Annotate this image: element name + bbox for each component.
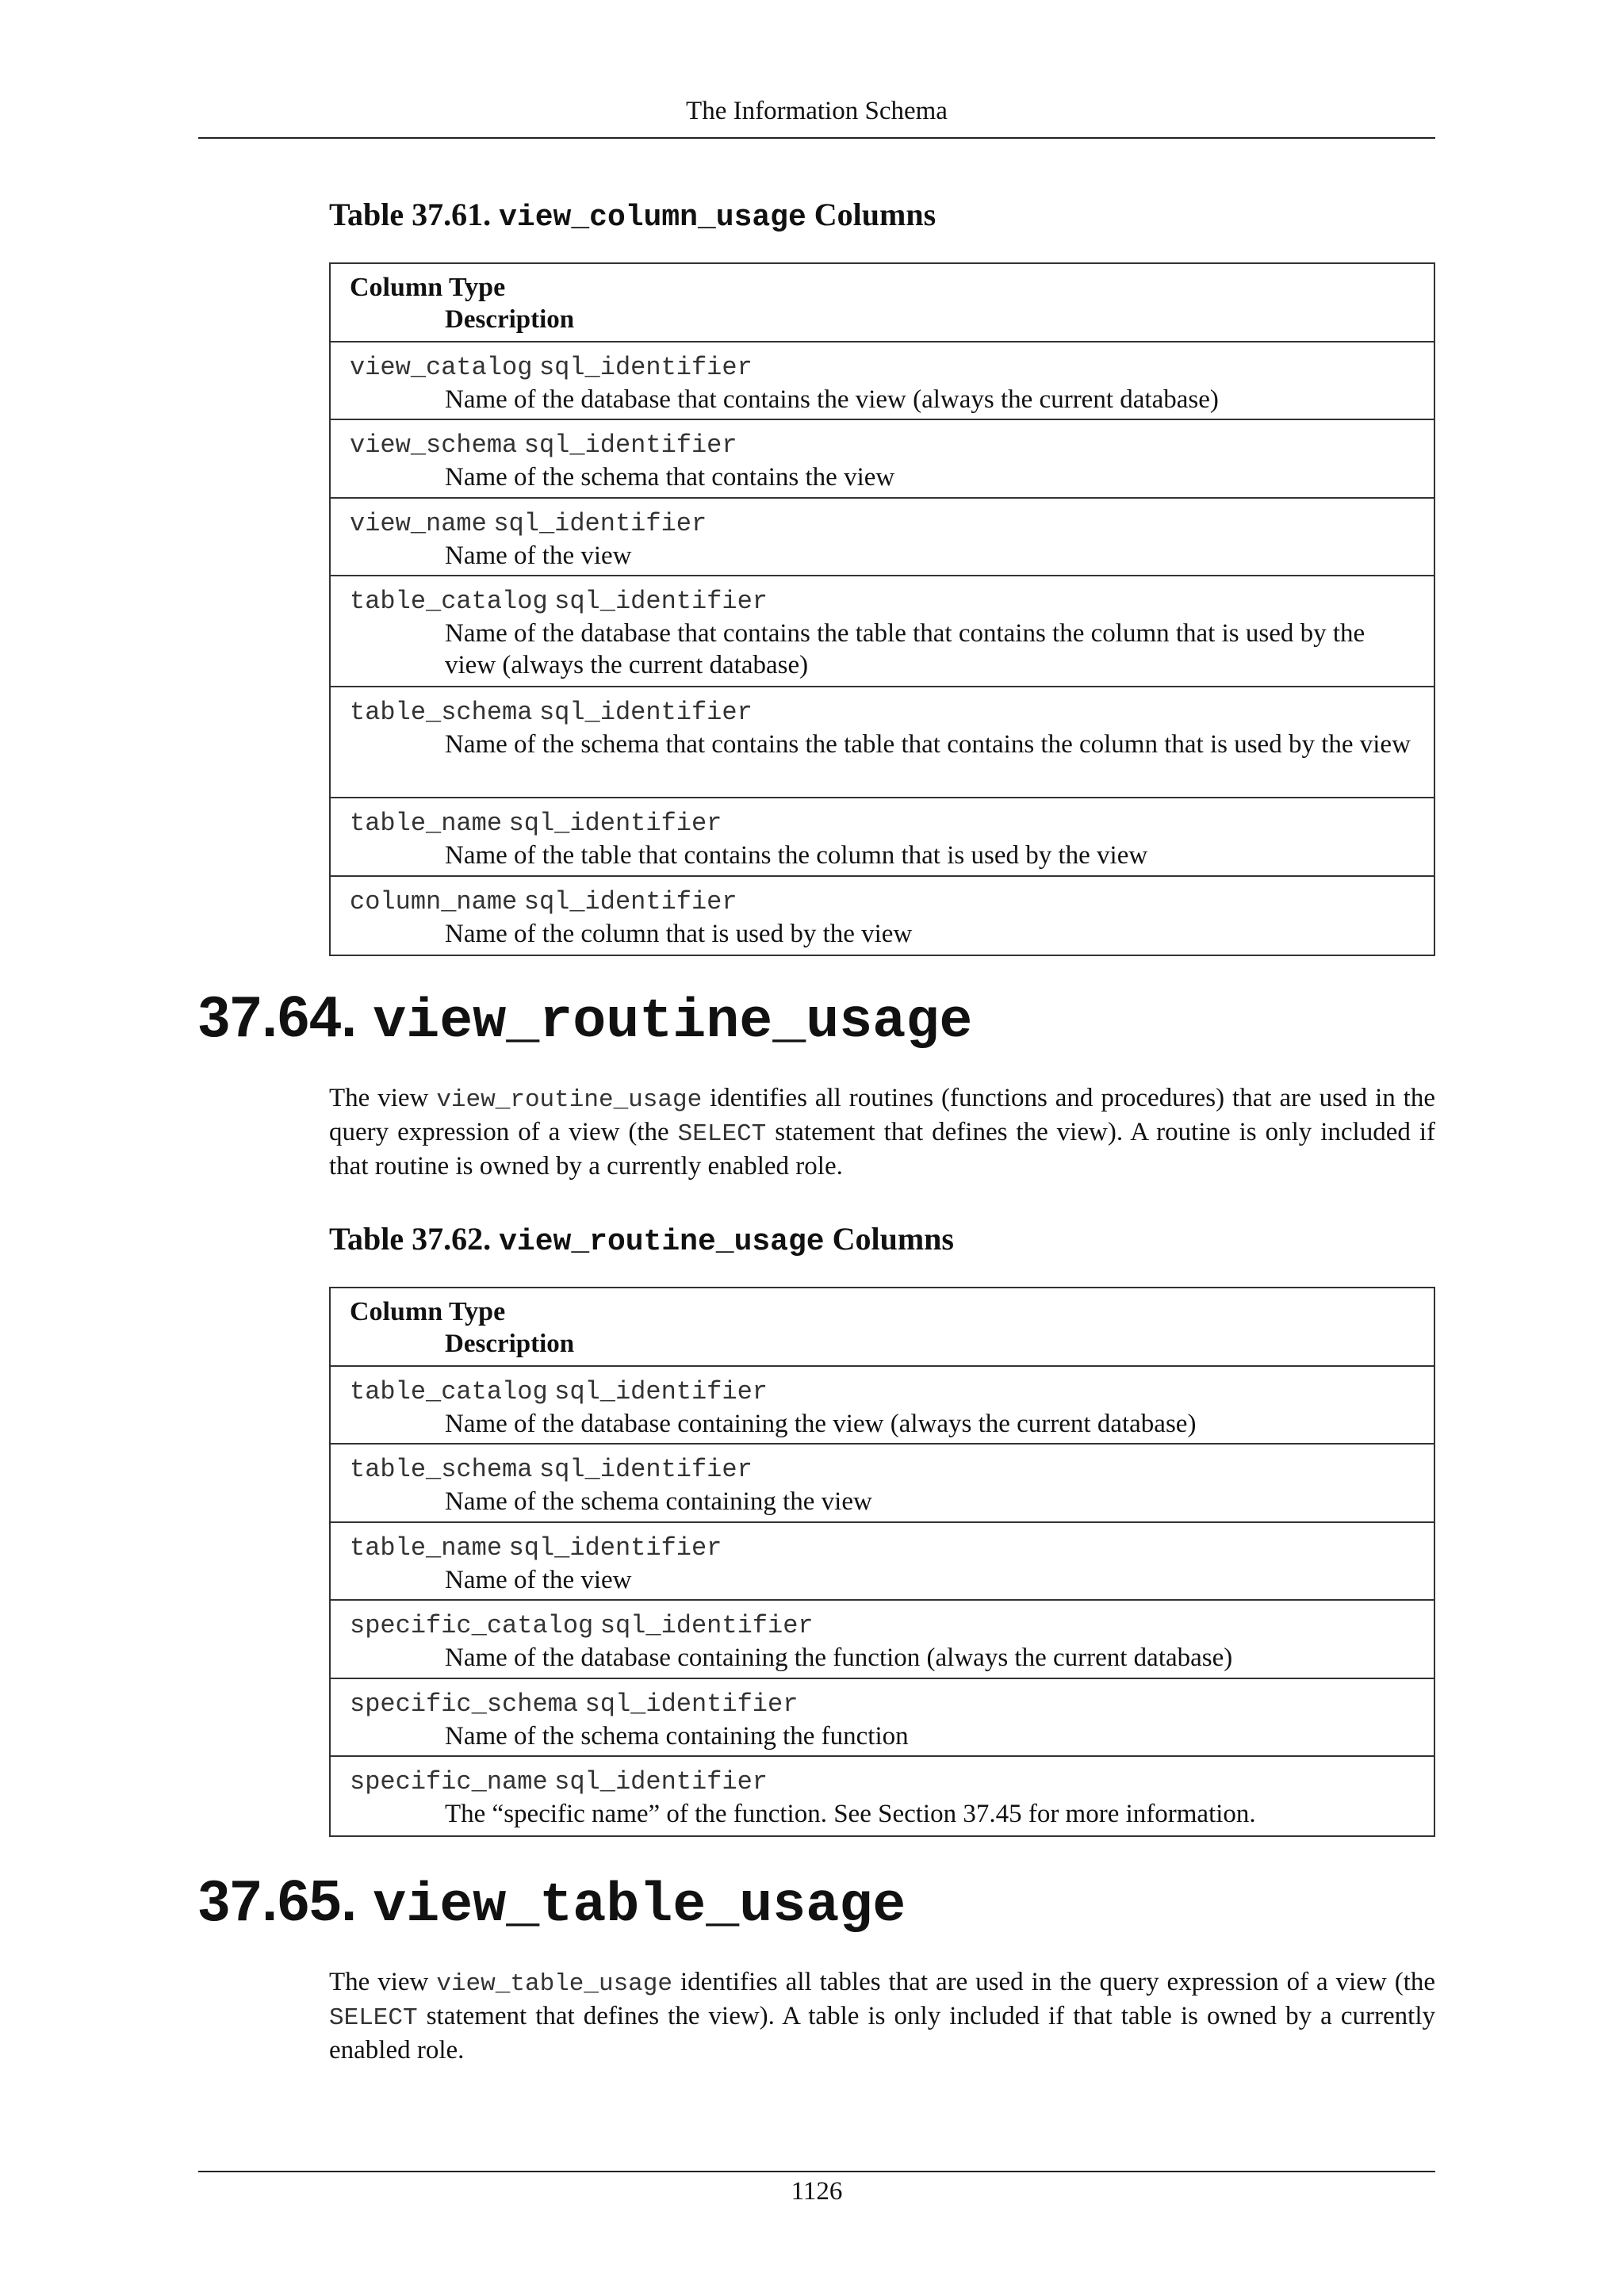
column-description: Name of the schema that contains the view: [445, 463, 895, 492]
para-text: The view: [329, 1968, 437, 1996]
table-header-row: [331, 264, 1434, 342]
running-header: The Information Schema: [686, 97, 948, 125]
table-row: [331, 499, 1434, 577]
column-type: sql_identifier: [584, 1689, 799, 1719]
column-description: Name of the database that contains the table that contains the column that is used by the view (always the current database): [445, 619, 1365, 679]
column-type: sql_identifier: [599, 1611, 814, 1640]
column-name: table_name: [350, 1533, 503, 1563]
view-column-usage-table: [329, 262, 1435, 956]
section-code: view_routine_usage: [373, 991, 973, 1054]
column-type: sql_identifier: [523, 886, 737, 916]
column-name: table_name: [350, 809, 503, 838]
column-description: Name of the view: [445, 1565, 632, 1594]
section-code: view_table_usage: [373, 1875, 906, 1938]
table-title-suffix: Columns: [832, 1221, 954, 1257]
table-title-prefix: Table 37.61.: [329, 197, 492, 232]
column-name: view_name: [350, 508, 487, 538]
para-text: identifies all routines (functions and procedures) that are used in the query expression of a view (the: [329, 1084, 1436, 1146]
para-text: statement that defines the view). A table is only included if that table is owned by a currently enabled role.: [329, 2002, 1435, 2064]
para-code: SELECT: [677, 1120, 767, 1148]
para-code: view_table_usage: [436, 1970, 672, 1998]
table-row: [331, 877, 1434, 955]
table-title-code: view_column_usage: [499, 201, 806, 235]
header-rule: [198, 137, 1435, 139]
column-type: sql_identifier: [554, 587, 768, 616]
column-type: sql_identifier: [523, 430, 737, 460]
header-description: Description: [445, 1330, 575, 1358]
table-row: [331, 1367, 1434, 1445]
header-description: Description: [445, 305, 575, 334]
column-type: sql_identifier: [554, 1767, 768, 1797]
table-title-prefix: Table 37.62.: [329, 1221, 492, 1257]
column-type: sql_identifier: [493, 508, 707, 538]
column-type: sql_identifier: [508, 809, 722, 838]
table-title-suffix: Columns: [814, 197, 936, 232]
column-description: The “specific name” of the function. See Section 37.45 for more information.: [445, 1800, 1256, 1828]
column-name: specific_name: [350, 1767, 548, 1797]
table-row: [331, 1757, 1434, 1835]
column-description: Name of the schema that contains the table that contains the column that is used by the view: [445, 730, 1411, 759]
column-name: specific_schema: [350, 1689, 579, 1719]
para-text: The view: [329, 1084, 437, 1112]
table-row: [331, 1679, 1434, 1758]
para-code: SELECT: [329, 2004, 418, 2032]
column-description: Name of the table that contains the column that is used by the view: [445, 841, 1148, 870]
column-description: Name of the database containing the view (always the current database): [445, 1409, 1197, 1438]
column-name: column_name: [350, 886, 518, 916]
table-row: [331, 576, 1434, 687]
table-row: [331, 420, 1434, 499]
column-type: sql_identifier: [538, 698, 753, 727]
column-name: table_schema: [350, 1455, 533, 1484]
section-paragraph: [329, 1082, 1435, 1183]
column-type: sql_identifier: [554, 1376, 768, 1406]
header-column-type: Column Type: [350, 273, 506, 302]
para-code: view_routine_usage: [436, 1086, 703, 1114]
table-title-view-routine-usage: [329, 1219, 954, 1262]
table-row: [331, 1523, 1434, 1601]
table-title-code: view_routine_usage: [499, 1225, 825, 1259]
column-description: Name of the schema containing the function: [445, 1721, 909, 1751]
column-description: Name of the database containing the function (always the current database): [445, 1644, 1233, 1672]
table-row: [331, 1445, 1434, 1523]
section-heading-view-table-usage: [198, 1866, 906, 1942]
section-paragraph: [329, 1966, 1435, 2067]
column-name: table_catalog: [350, 1376, 548, 1406]
column-description: Name of the view: [445, 541, 632, 570]
column-type: sql_identifier: [508, 1533, 722, 1563]
table-row: [331, 687, 1434, 798]
table-title-view-column-usage: [329, 195, 936, 238]
column-type: sql_identifier: [538, 1455, 753, 1484]
view-routine-usage-table: [329, 1287, 1435, 1837]
table-row: [331, 1601, 1434, 1679]
page-number: 1126: [791, 2177, 843, 2206]
para-text: identifies all tables that are used in the query expression of a view (the: [672, 1968, 1436, 1996]
column-description: Name of the column that is used by the view: [445, 919, 913, 948]
para-text: statement that defines the view). A routine is only included if that routine is owned by a currently enabled role.: [329, 1118, 1435, 1181]
column-name: table_schema: [350, 698, 533, 727]
column-type: sql_identifier: [538, 352, 753, 382]
section-number: 37.65.: [198, 1869, 358, 1933]
column-name: view_schema: [350, 430, 518, 460]
header-column-type: Column Type: [350, 1297, 506, 1326]
table-row: [331, 798, 1434, 877]
column-name: table_catalog: [350, 587, 548, 616]
column-description: Name of the schema containing the view: [445, 1487, 872, 1516]
footer-rule: [198, 2171, 1435, 2172]
column-name: view_catalog: [350, 352, 533, 382]
column-name: specific_catalog: [350, 1611, 594, 1640]
table-header-row: [331, 1288, 1434, 1367]
column-description: Name of the database that contains the view (always the current database): [445, 385, 1219, 414]
section-number: 37.64.: [198, 985, 358, 1049]
table-row: [331, 342, 1434, 421]
section-heading-view-routine-usage: [198, 982, 972, 1058]
